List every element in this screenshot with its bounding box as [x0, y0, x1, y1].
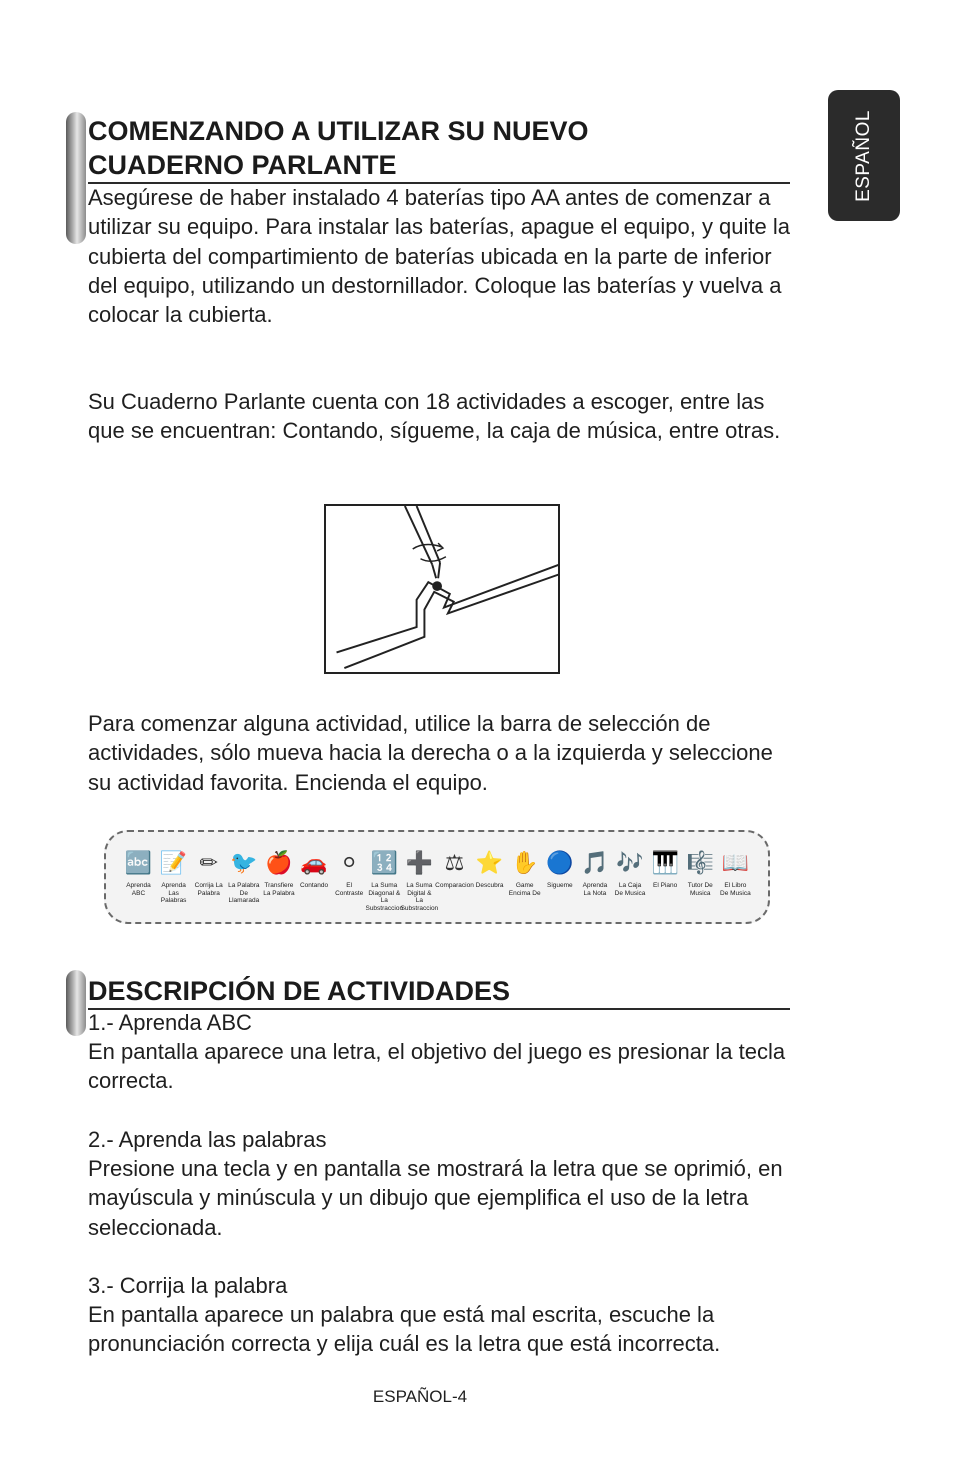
- activity-2-description: Presione una tecla y en pantalla se mostrará la letra que se oprimió, en mayúscula y minúscula y un dibujo que ejemplifica el uso de la letra seleccionada.: [88, 1156, 783, 1240]
- activity-icon-label: La Caja De Musica: [614, 882, 646, 897]
- activity-icon-label: El Piano: [653, 882, 678, 889]
- activity-icon-item: [262, 846, 295, 897]
- activity-icon-item: [192, 846, 225, 897]
- activity-1-description: En pantalla aparece una letra, el objetivo del juego es presionar la tecla correcta.: [88, 1039, 786, 1094]
- activity-icon-label: Aprenda ABC: [126, 882, 151, 897]
- language-tab-label: ESPAÑOL: [853, 109, 874, 202]
- language-side-tab: [828, 90, 900, 221]
- activity-icon-label: La Palabra De Llamarada: [228, 882, 260, 904]
- activity-icon-item: [227, 846, 260, 905]
- activity-icon-label: Transfiere La Palabra: [263, 882, 295, 897]
- apple-icon: 🍎: [265, 850, 293, 875]
- title-line-2: CUADERNO PARLANTE: [88, 150, 397, 180]
- section-title-activities: DESCRIPCIÓN DE ACTIVIDADES: [88, 974, 790, 1010]
- battery-cover-illustration: [324, 504, 560, 674]
- screwdriver-drawing: [326, 506, 558, 672]
- activity-1-heading: 1.- Aprenda ABC: [88, 1010, 252, 1035]
- activity-icon-label: Aprenda La Nota: [582, 882, 608, 897]
- activity-icon-item: [508, 846, 541, 897]
- activity-selection-paragraph: Para comenzar alguna actividad, utilice la barra de selección de actividades, sólo mueva hacia la derecha o a la izquierda y seleccione su actividad favorita. Encienda el equipo.: [88, 711, 773, 795]
- activities-summary-paragraph: Su Cuaderno Parlante cuenta con 18 actividades a escoger, entre las que se encuentran: Contando, sígueme, la caja de música, entre otras.: [88, 389, 781, 444]
- activity-icon-label: Aprenda Las Palabras: [160, 882, 187, 904]
- ball-icon: ⚪: [339, 850, 359, 875]
- activity-icon-item: [157, 846, 190, 905]
- music-box-icon: 🎶: [616, 850, 644, 875]
- title-line-1: COMENZANDO A UTILIZAR SU NUEVO: [88, 116, 589, 146]
- section-marker-bar: [66, 970, 86, 1036]
- section-marker-bar: [66, 112, 86, 244]
- activity-icon-label: Tutor De Musica: [687, 882, 713, 897]
- activity-icon-label: Corrija La Palabra: [194, 882, 223, 897]
- activity-icon-item: [614, 846, 647, 897]
- letter-bird-icon: 🐦: [230, 850, 258, 875]
- compare-icon: ⚖: [444, 850, 465, 875]
- battery-instructions-paragraph: Asegúrese de haber instalado 4 baterías tipo AA antes de comenzar a utilizar su equipo. Para instalar las baterías, apague el equipo, y quite la cubierta del compartimiento de baterías ubicada en la parte de inferior del equipo, utilizando un destornillador. Coloque las baterías y vuelva a colocar la cubierta.: [88, 185, 790, 328]
- activity-icon-item: [578, 846, 611, 897]
- activity-icon-label: Descubra: [475, 882, 504, 889]
- music-book-icon: 📖: [721, 850, 750, 875]
- correct-word-icon: ✏: [199, 850, 218, 875]
- activity-icon-label: Comparacion: [435, 882, 474, 889]
- music-tutor-icon: 🎼: [686, 850, 714, 875]
- music-note-icon: 🎵: [581, 850, 609, 875]
- activity-icon-label: Contando: [299, 882, 329, 889]
- activity-icon-label: La Suma Diagonal & La Substraccion: [365, 882, 404, 912]
- activity-icon-item: [649, 846, 682, 890]
- activity-3-description: En pantalla aparece un palabra que está mal escrita, escuche la pronunciación correcta y elija cuál es la letra que está incorrecta.: [88, 1302, 721, 1357]
- activity-icon-item: [122, 846, 155, 897]
- activity-icon-item: [543, 846, 576, 890]
- abc-blocks-icon: 🔤: [124, 850, 153, 875]
- hand-icon: ✋: [511, 850, 539, 875]
- section-title-getting-started: [88, 114, 790, 184]
- activity-3-heading: 3.- Corrija la palabra: [88, 1273, 288, 1298]
- page-number-footer: ESPAÑOL-4: [372, 1387, 468, 1406]
- activity-icon-item: [473, 846, 506, 890]
- activity-selection-bar: [104, 830, 770, 924]
- activity-icon-item: [435, 846, 474, 890]
- math-icon: ➕: [405, 850, 434, 875]
- activity-2-heading: 2.- Aprenda las palabras: [88, 1127, 327, 1152]
- numbers-icon: 🔢: [370, 850, 398, 875]
- activity-icon-label: Sigueme: [546, 882, 573, 889]
- activity-icon-label: El Contraste: [335, 882, 364, 897]
- words-icon: 📝: [159, 850, 188, 875]
- activity-icon-label: Game Encima De: [508, 882, 541, 897]
- activity-icon-item: [400, 846, 439, 912]
- follow-icon: 🔵: [546, 850, 574, 875]
- piano-icon: 🎹: [651, 850, 679, 875]
- activity-icon-item: [365, 846, 404, 912]
- activity-icon-item: [684, 846, 717, 897]
- activity-icon-label: La Suma Digital & La Substraccion: [400, 882, 439, 912]
- activity-icon-item: [719, 846, 752, 897]
- activity-icon-item: [298, 846, 331, 890]
- stars-icon: ⭐: [475, 850, 504, 875]
- car-icon: 🚗: [300, 850, 328, 875]
- activity-icon-item: [333, 846, 366, 897]
- activity-icon-label: El Libro De Musica: [720, 882, 751, 897]
